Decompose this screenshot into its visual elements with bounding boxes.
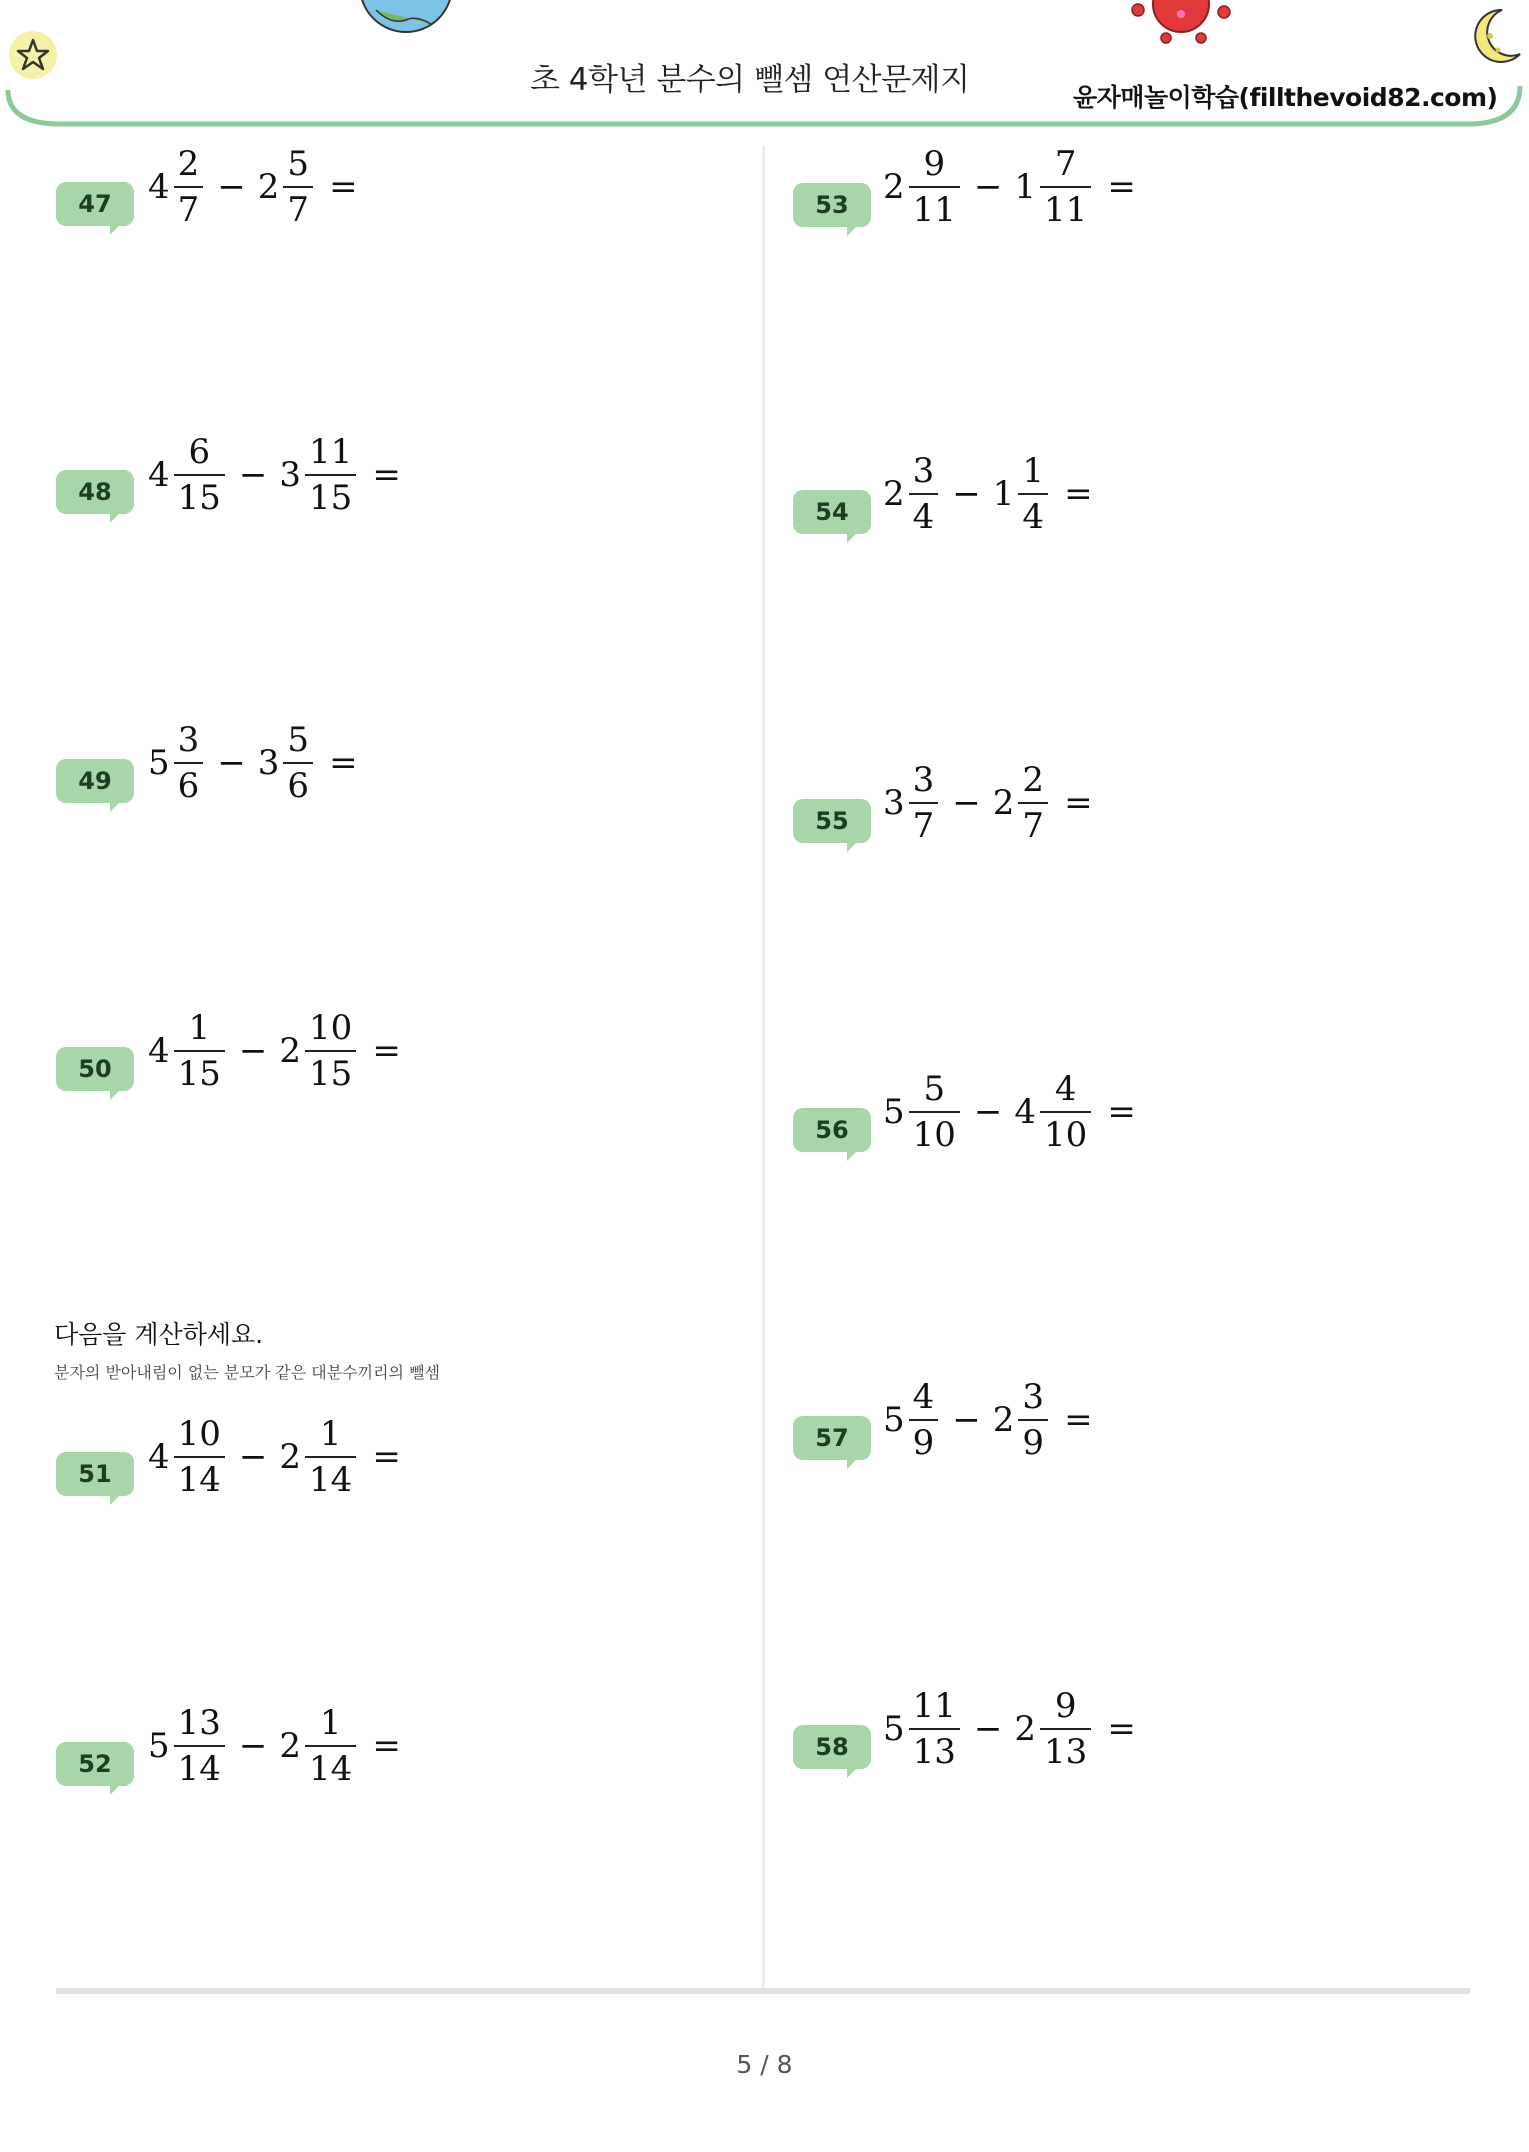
- minuend-denominator: 11: [912, 189, 956, 230]
- minuend-fraction: [174, 142, 204, 232]
- problem-expression: [148, 1701, 401, 1791]
- subtrahend-numerator: 5: [287, 720, 310, 760]
- subtrahend-fraction: [283, 718, 313, 808]
- subtrahend-denominator: 10: [1044, 1114, 1088, 1155]
- minus-sign: −: [238, 1436, 268, 1477]
- site-label: 윤자매놀이학습(fillthevoid82.com): [1073, 83, 1498, 112]
- minuend-fraction: [909, 758, 939, 848]
- subtrahend-fraction: [1018, 449, 1048, 539]
- minuend-numerator: 10: [177, 1414, 221, 1454]
- minuend-numerator: 3: [912, 451, 935, 491]
- minuend-fraction: [174, 1701, 225, 1791]
- subtrahend-whole: 2: [257, 166, 280, 207]
- minuend-fraction: [909, 1067, 960, 1157]
- minus-sign: −: [238, 1725, 268, 1766]
- problem-number-badge: 55: [793, 799, 871, 843]
- minus-sign: −: [217, 166, 246, 207]
- earth-icon: [356, 0, 456, 36]
- subtrahend-whole: 1: [992, 473, 1015, 514]
- star-icon: [8, 30, 58, 80]
- subtrahend-numerator: 11: [309, 432, 353, 472]
- minuend-numerator: 1: [188, 1008, 211, 1048]
- subtrahend-fraction: [1018, 1375, 1048, 1465]
- minuend-whole: 4: [148, 1436, 170, 1477]
- problem-number-badge: 49: [56, 759, 134, 803]
- minus-sign: −: [973, 1708, 1003, 1749]
- minuend-fraction: [909, 142, 960, 232]
- minus-sign: −: [238, 454, 268, 495]
- minuend-fraction: [909, 1684, 960, 1774]
- equals-sign: =: [1064, 1399, 1093, 1440]
- minuend-whole: 2: [883, 166, 905, 207]
- minuend-numerator: 13: [177, 1703, 221, 1743]
- minus-sign: −: [952, 782, 981, 823]
- subtrahend-whole: 2: [279, 1436, 302, 1477]
- minuend-fraction: [174, 718, 204, 808]
- minuend-numerator: 5: [923, 1069, 946, 1109]
- minuend-fraction: [909, 449, 939, 539]
- problem-expression: [148, 1006, 401, 1096]
- problem-expression: [883, 1684, 1136, 1774]
- minuend-denominator: 14: [177, 1748, 221, 1789]
- subtrahend-denominator: 11: [1044, 189, 1088, 230]
- subtrahend-denominator: 6: [287, 765, 310, 806]
- problem-number-badge: 53: [793, 183, 871, 227]
- minuend-numerator: 4: [912, 1377, 935, 1417]
- problem-number-badge: 52: [56, 1742, 134, 1786]
- subtrahend-numerator: 3: [1022, 1377, 1045, 1417]
- problem-number-badge: 50: [56, 1047, 134, 1091]
- subtrahend-denominator: 14: [309, 1748, 353, 1789]
- subtrahend-numerator: 4: [1054, 1069, 1077, 1109]
- subtrahend-whole: 3: [257, 742, 280, 783]
- subtrahend-whole: 4: [1014, 1091, 1037, 1132]
- instruction-title: 다음을 계산하세요.: [54, 1320, 264, 1349]
- minuend-whole: 3: [883, 782, 905, 823]
- subtrahend-numerator: 9: [1054, 1686, 1077, 1726]
- problem-number-badge: 51: [56, 1452, 134, 1496]
- problem-number-badge: 54: [793, 490, 871, 534]
- subtrahend-numerator: 1: [1022, 451, 1045, 491]
- problem-expression: [148, 1412, 401, 1502]
- subtrahend-denominator: 13: [1044, 1731, 1088, 1772]
- subtrahend-fraction: [283, 142, 313, 232]
- subtrahend-fraction: [1040, 1067, 1091, 1157]
- subtrahend-numerator: 5: [287, 144, 310, 184]
- minuend-fraction: [174, 1412, 225, 1502]
- minuend-numerator: 11: [912, 1686, 956, 1726]
- subtrahend-fraction: [305, 1006, 356, 1096]
- footer-divider: [56, 1988, 1470, 1994]
- minus-sign: −: [973, 1091, 1003, 1132]
- minuend-denominator: 14: [177, 1459, 221, 1500]
- minuend-whole: 4: [148, 1030, 170, 1071]
- problem-expression: [883, 1067, 1136, 1157]
- equals-sign: =: [372, 454, 401, 495]
- minus-sign: −: [973, 166, 1003, 207]
- equals-sign: =: [372, 1436, 401, 1477]
- minuend-denominator: 13: [912, 1731, 956, 1772]
- minuend-whole: 5: [883, 1708, 905, 1749]
- moon-icon: [1468, 6, 1524, 66]
- minuend-numerator: 9: [923, 144, 946, 184]
- subtrahend-denominator: 15: [309, 1053, 353, 1094]
- minuend-denominator: 4: [912, 496, 935, 537]
- equals-sign: =: [329, 166, 358, 207]
- problem-expression: [148, 718, 358, 808]
- equals-sign: =: [1064, 782, 1093, 823]
- problem-number-badge: 57: [793, 1416, 871, 1460]
- minuend-denominator: 15: [177, 477, 221, 518]
- equals-sign: =: [372, 1725, 401, 1766]
- subtrahend-fraction: [305, 1412, 356, 1502]
- minuend-fraction: [909, 1375, 939, 1465]
- subtrahend-whole: 1: [1014, 166, 1037, 207]
- page-number: 5 / 8: [736, 2050, 793, 2079]
- subtrahend-denominator: 7: [1022, 805, 1045, 846]
- subtrahend-denominator: 14: [309, 1459, 353, 1500]
- minuend-denominator: 10: [912, 1114, 956, 1155]
- virus-icon: [1126, 0, 1236, 45]
- subtrahend-numerator: 10: [309, 1008, 353, 1048]
- subtrahend-numerator: 2: [1022, 760, 1045, 800]
- minuend-fraction: [174, 1006, 225, 1096]
- page-title: 초 4학년 분수의 뺄셈 연산문제지: [530, 62, 970, 98]
- subtrahend-denominator: 9: [1022, 1422, 1045, 1463]
- minuend-whole: 5: [883, 1091, 905, 1132]
- equals-sign: =: [1107, 166, 1136, 207]
- subtrahend-fraction: [305, 430, 356, 520]
- minuend-denominator: 6: [177, 765, 200, 806]
- minuend-fraction: [174, 430, 225, 520]
- minuend-numerator: 2: [177, 144, 200, 184]
- problem-number-badge: 48: [56, 470, 134, 514]
- minuend-whole: 2: [883, 473, 905, 514]
- minus-sign: −: [238, 1030, 268, 1071]
- problem-number-badge: 58: [793, 1725, 871, 1769]
- problem-expression: [883, 449, 1093, 539]
- instruction-subtitle: 분자의 받아내림이 없는 분모가 같은 대분수끼리의 뺄셈: [54, 1363, 441, 1382]
- minuend-denominator: 7: [912, 805, 935, 846]
- minus-sign: −: [217, 742, 246, 783]
- subtrahend-whole: 2: [279, 1725, 302, 1766]
- subtrahend-fraction: [1040, 1684, 1091, 1774]
- subtrahend-denominator: 15: [309, 477, 353, 518]
- minuend-whole: 5: [883, 1399, 905, 1440]
- minus-sign: −: [952, 1399, 981, 1440]
- equals-sign: =: [1107, 1708, 1136, 1749]
- problem-expression: [883, 758, 1093, 848]
- subtrahend-whole: 2: [992, 1399, 1015, 1440]
- minuend-denominator: 15: [177, 1053, 221, 1094]
- subtrahend-denominator: 7: [287, 189, 310, 230]
- problem-number-badge: 56: [793, 1108, 871, 1152]
- minuend-whole: 4: [148, 454, 170, 495]
- equals-sign: =: [1107, 1091, 1136, 1132]
- minuend-denominator: 9: [912, 1422, 935, 1463]
- subtrahend-denominator: 4: [1022, 496, 1045, 537]
- subtrahend-numerator: 1: [319, 1414, 342, 1454]
- subtrahend-fraction: [305, 1701, 356, 1791]
- problem-expression: [883, 1375, 1093, 1465]
- problem-expression: [148, 142, 358, 232]
- subtrahend-whole: 2: [279, 1030, 302, 1071]
- subtrahend-fraction: [1018, 758, 1048, 848]
- equals-sign: =: [329, 742, 358, 783]
- subtrahend-fraction: [1040, 142, 1091, 232]
- problem-expression: [883, 142, 1136, 232]
- minuend-numerator: 3: [912, 760, 935, 800]
- equals-sign: =: [372, 1030, 401, 1071]
- minus-sign: −: [952, 473, 981, 514]
- subtrahend-whole: 2: [1014, 1708, 1037, 1749]
- minuend-numerator: 6: [188, 432, 211, 472]
- column-divider: [762, 146, 765, 1988]
- equals-sign: =: [1064, 473, 1093, 514]
- problem-number-badge: 47: [56, 182, 134, 226]
- minuend-whole: 5: [148, 742, 170, 783]
- subtrahend-whole: 2: [992, 782, 1015, 823]
- problem-expression: [148, 430, 401, 520]
- minuend-numerator: 3: [177, 720, 200, 760]
- minuend-whole: 5: [148, 1725, 170, 1766]
- minuend-denominator: 7: [177, 189, 200, 230]
- subtrahend-numerator: 7: [1054, 144, 1077, 184]
- subtrahend-numerator: 1: [319, 1703, 342, 1743]
- subtrahend-whole: 3: [279, 454, 302, 495]
- minuend-whole: 4: [148, 166, 170, 207]
